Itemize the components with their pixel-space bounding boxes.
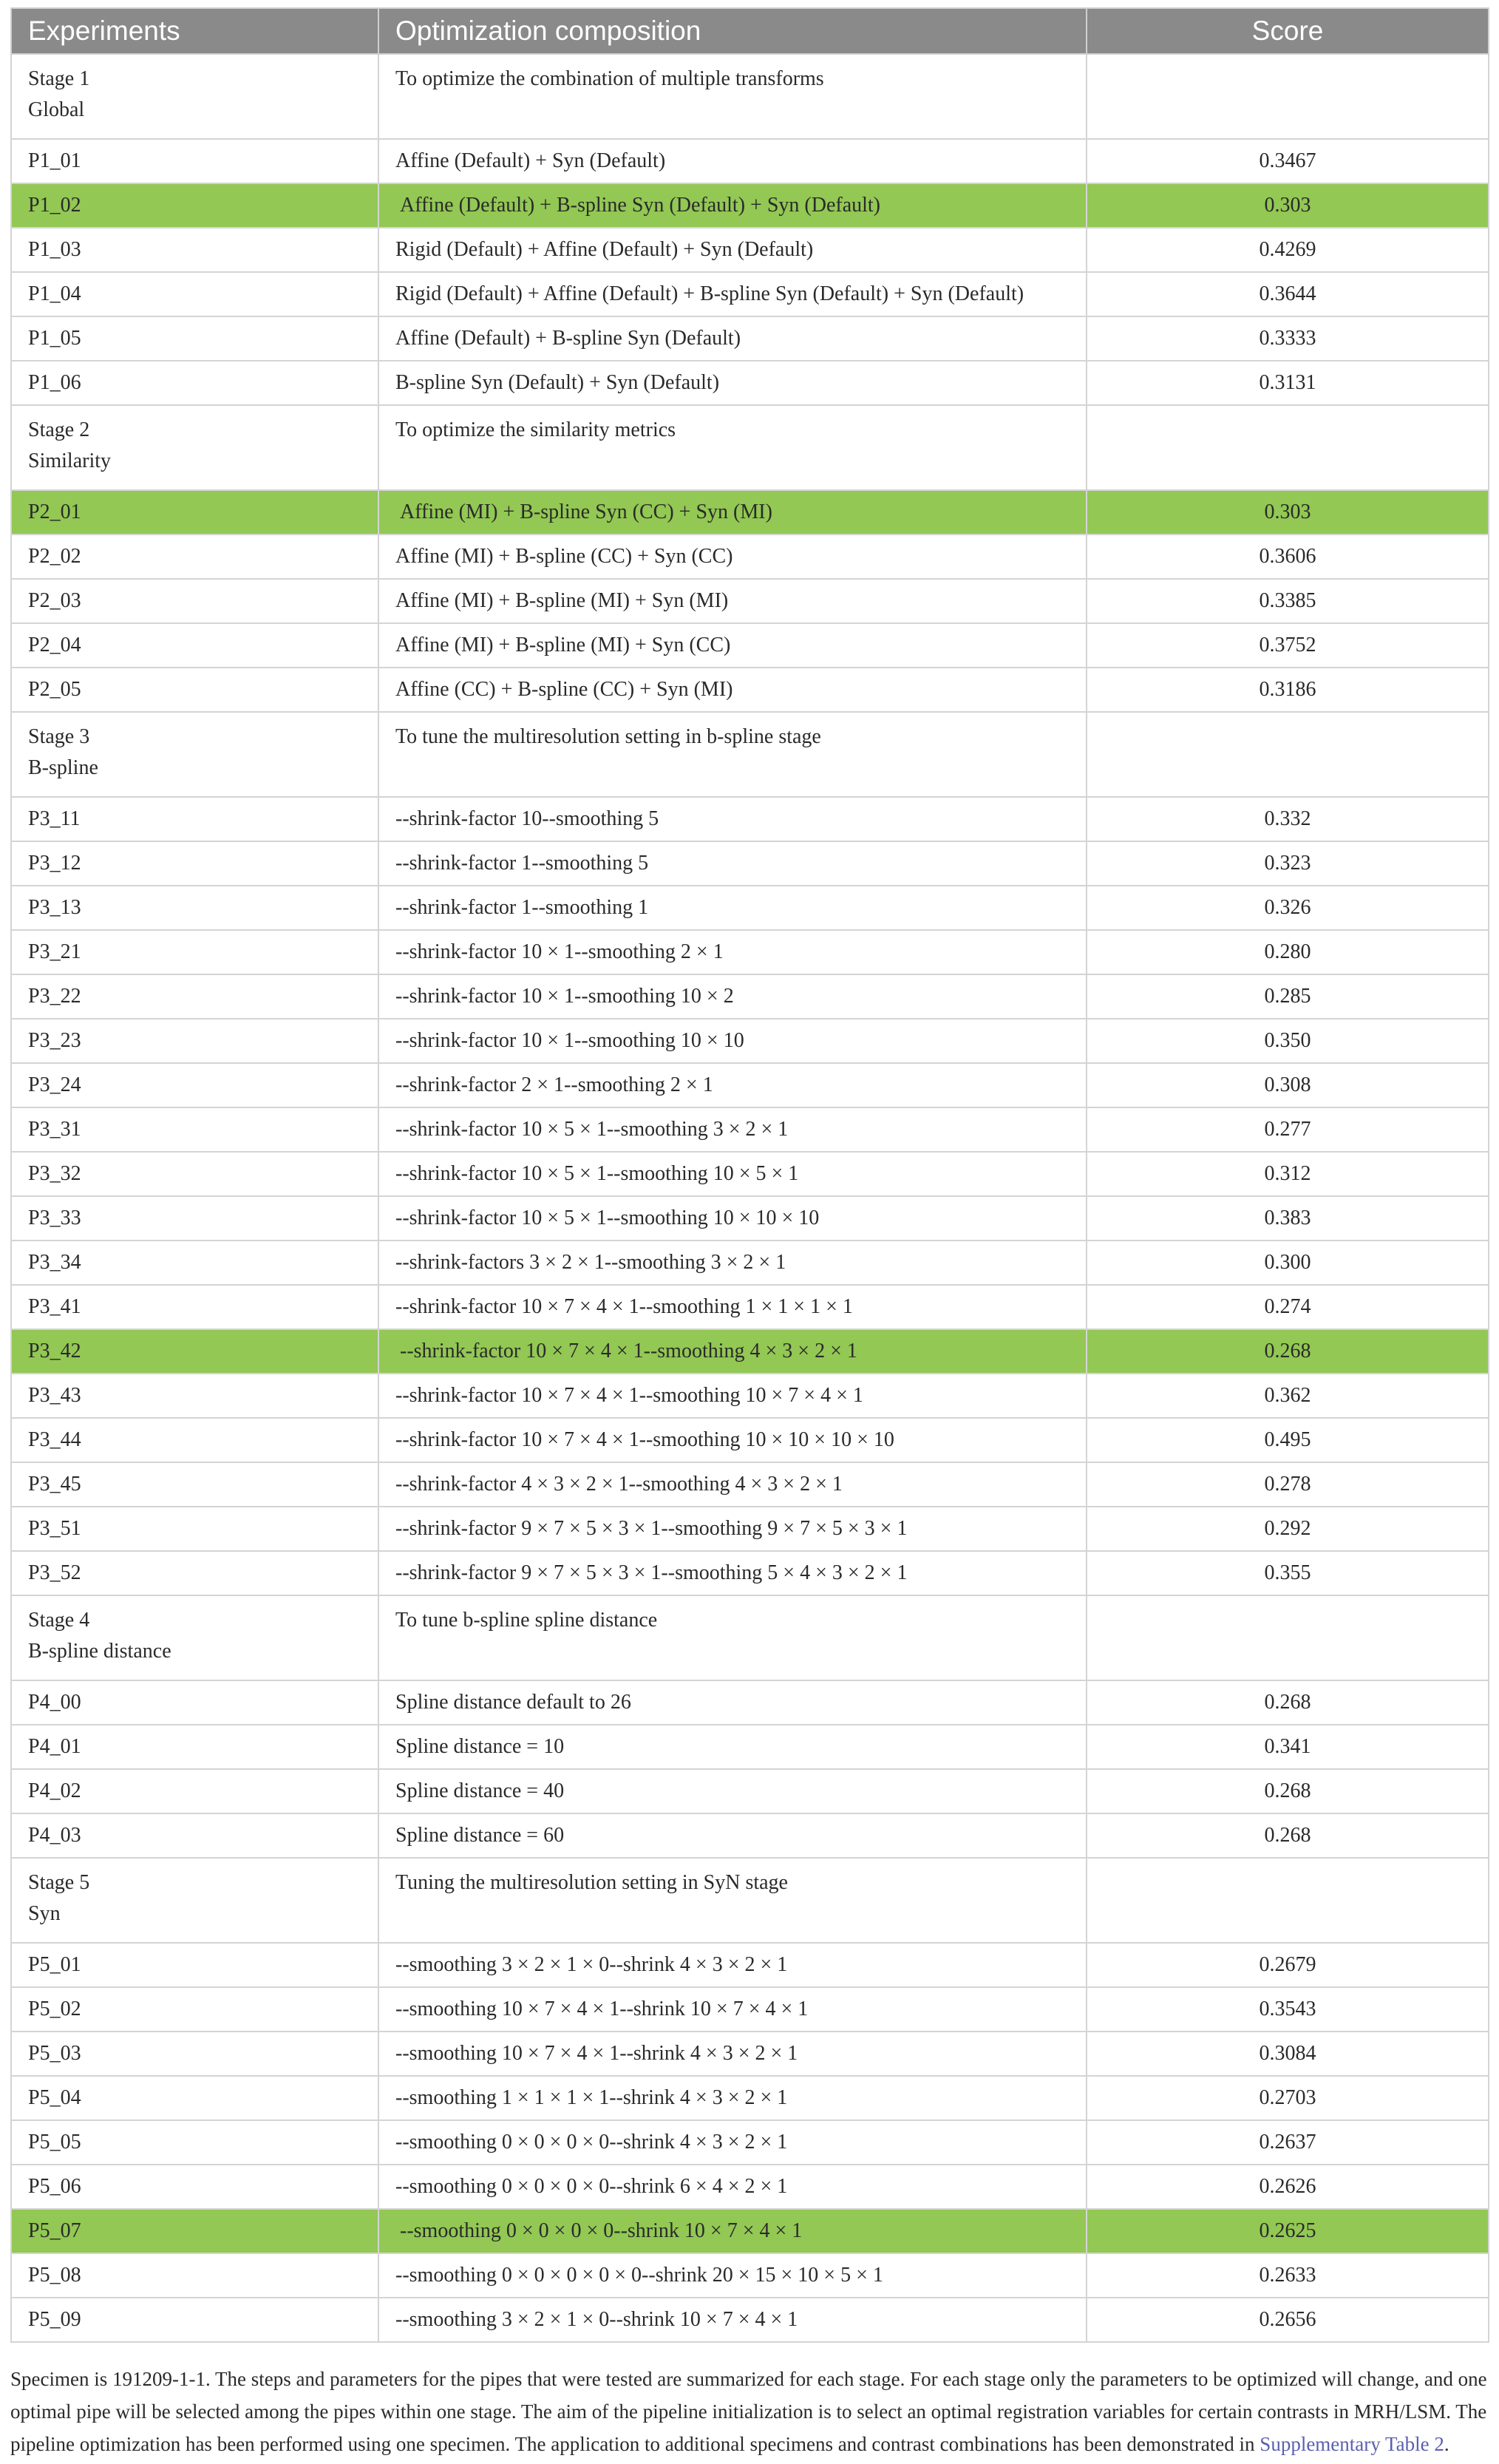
stage-number: Stage 2 <box>28 418 90 441</box>
table-row <box>11 1152 1489 1196</box>
experiment-id: P5_05 <box>11 2120 378 2165</box>
experiment-id: P3_21 <box>11 930 378 974</box>
experiment-id: P3_45 <box>11 1462 378 1507</box>
table-row <box>11 228 1489 272</box>
stage-label-cell <box>11 1858 378 1943</box>
stage-name: Global <box>28 98 85 121</box>
score-value: 0.268 <box>1087 1813 1489 1858</box>
optimization-composition: --shrink-factor 9 × 7 × 5 × 3 × 1--smoothing 5 × 4 × 3 × 2 × 1 <box>378 1551 1087 1595</box>
experiment-id: P3_12 <box>11 841 378 886</box>
optimization-composition: --shrink-factor 10 × 5 × 1--smoothing 10 × 10 × 10 <box>378 1196 1087 1241</box>
table-row <box>11 1107 1489 1152</box>
table-row <box>11 2032 1489 2076</box>
table-row <box>11 1063 1489 1107</box>
experiment-id: P1_06 <box>11 361 378 405</box>
optimization-composition: --smoothing 3 × 2 × 1 × 0--shrink 10 × 7 × 4 × 1 <box>378 2298 1087 2342</box>
footnote-end: . <box>1444 2433 1449 2455</box>
stage-number: Stage 3 <box>28 725 90 748</box>
score-value: 0.362 <box>1087 1374 1489 1418</box>
table-row <box>11 1507 1489 1551</box>
optimization-composition: --smoothing 0 × 0 × 0 × 0 × 0--shrink 20 × 15 × 10 × 5 × 1 <box>378 2253 1087 2298</box>
score-value: 0.2679 <box>1087 1943 1489 1987</box>
table-row <box>11 1019 1489 1063</box>
score-value: 0.300 <box>1087 1241 1489 1285</box>
stage-name: B-spline distance <box>28 1640 171 1663</box>
optimization-composition: --smoothing 3 × 2 × 1 × 0--shrink 4 × 3 × 2 × 1 <box>378 1943 1087 1987</box>
experiment-id: P3_43 <box>11 1374 378 1418</box>
experiment-id: P3_41 <box>11 1285 378 1329</box>
stage-name: Similarity <box>28 449 111 472</box>
score-value: 0.332 <box>1087 797 1489 841</box>
experiment-id: P5_09 <box>11 2298 378 2342</box>
optimization-composition: Affine (Default) + Syn (Default) <box>378 139 1087 183</box>
experiment-id: P3_32 <box>11 1152 378 1196</box>
score-value: 0.280 <box>1087 930 1489 974</box>
experiment-id: P3_22 <box>11 974 378 1019</box>
optimization-composition: --smoothing 10 × 7 × 4 × 1--shrink 10 × 7 × 4 × 1 <box>378 1987 1087 2032</box>
table-row <box>11 1196 1489 1241</box>
experiment-id: P5_07 <box>11 2209 378 2253</box>
score-value: 0.3186 <box>1087 668 1489 712</box>
stage-description: To tune b-spline spline distance <box>378 1595 1087 1680</box>
table-row <box>11 316 1489 361</box>
optimization-composition: --shrink-factor 9 × 7 × 5 × 3 × 1--smoothing 9 × 7 × 5 × 3 × 1 <box>378 1507 1087 1551</box>
optimization-composition: Affine (Default) + B-spline Syn (Default) <box>378 316 1087 361</box>
experiment-id: P3_23 <box>11 1019 378 1063</box>
optimization-composition: --smoothing 10 × 7 × 4 × 1--shrink 4 × 3 × 2 × 1 <box>378 2032 1087 2076</box>
stage-score-cell <box>1087 712 1489 797</box>
optimization-composition: --shrink-factor 1--smoothing 1 <box>378 886 1087 930</box>
experiment-id: P4_03 <box>11 1813 378 1858</box>
score-value: 0.308 <box>1087 1063 1489 1107</box>
score-value: 0.3752 <box>1087 623 1489 668</box>
experiment-id: P3_31 <box>11 1107 378 1152</box>
table-row <box>11 1725 1489 1769</box>
table-body <box>11 54 1489 2342</box>
table-row <box>11 272 1489 316</box>
table-row <box>11 886 1489 930</box>
supplementary-table-link[interactable]: Supplementary Table 2 <box>1260 2433 1444 2455</box>
experiment-id: P4_02 <box>11 1769 378 1813</box>
optimization-composition: Affine (MI) + B-spline Syn (CC) + Syn (MI) <box>378 490 1087 534</box>
optimization-composition: Spline distance = 40 <box>378 1769 1087 1813</box>
experiment-id: P2_04 <box>11 623 378 668</box>
table-row <box>11 361 1489 405</box>
experiment-id: P5_04 <box>11 2076 378 2120</box>
table-row <box>11 623 1489 668</box>
table-row <box>11 797 1489 841</box>
stage-number: Stage 4 <box>28 1609 90 1632</box>
score-value: 0.3606 <box>1087 534 1489 579</box>
optimization-composition: Affine (CC) + B-spline (CC) + Syn (MI) <box>378 668 1087 712</box>
experiment-id: P2_02 <box>11 534 378 579</box>
score-value: 0.292 <box>1087 1507 1489 1551</box>
table-row <box>11 534 1489 579</box>
experiment-id: P1_04 <box>11 272 378 316</box>
table-row <box>11 2298 1489 2342</box>
optimization-composition: Affine (Default) + B-spline Syn (Default) + Syn (Default) <box>378 183 1087 228</box>
score-value: 0.383 <box>1087 1196 1489 1241</box>
table-row <box>11 930 1489 974</box>
stage-row <box>11 1858 1489 1943</box>
optimization-composition: --smoothing 1 × 1 × 1 × 1--shrink 4 × 3 × 2 × 1 <box>378 2076 1087 2120</box>
score-value: 0.3084 <box>1087 2032 1489 2076</box>
stage-description: Tuning the multiresolution setting in SyN stage <box>378 1858 1087 1943</box>
stage-description: To optimize the similarity metrics <box>378 405 1087 490</box>
score-value: 0.285 <box>1087 974 1489 1019</box>
score-value: 0.323 <box>1087 841 1489 886</box>
score-value: 0.326 <box>1087 886 1489 930</box>
experiment-id: P1_05 <box>11 316 378 361</box>
optimization-composition: --shrink-factor 1--smoothing 5 <box>378 841 1087 886</box>
experiment-id: P3_51 <box>11 1507 378 1551</box>
optimization-composition: Rigid (Default) + Affine (Default) + Syn (Default) <box>378 228 1087 272</box>
optimization-composition: --shrink-factor 10 × 1--smoothing 10 × 10 <box>378 1019 1087 1063</box>
experiment-id: P3_24 <box>11 1063 378 1107</box>
table-row-selected <box>11 490 1489 534</box>
score-value: 0.303 <box>1087 490 1489 534</box>
stage-label-cell <box>11 54 378 139</box>
table-row <box>11 1680 1489 1725</box>
score-value: 0.268 <box>1087 1680 1489 1725</box>
stage-description: To tune the multiresolution setting in b-spline stage <box>378 712 1087 797</box>
optimization-composition: --shrink-factor 10 × 1--smoothing 10 × 2 <box>378 974 1087 1019</box>
optimization-composition: --shrink-factor 10 × 7 × 4 × 1--smoothing 4 × 3 × 2 × 1 <box>378 1329 1087 1374</box>
score-value: 0.268 <box>1087 1769 1489 1813</box>
experiment-id: P5_02 <box>11 1987 378 2032</box>
stage-row <box>11 712 1489 797</box>
experiment-id: P3_34 <box>11 1241 378 1285</box>
optimization-composition: Affine (MI) + B-spline (MI) + Syn (MI) <box>378 579 1087 623</box>
optimization-composition: --smoothing 0 × 0 × 0 × 0--shrink 10 × 7 × 4 × 1 <box>378 2209 1087 2253</box>
score-value: 0.2637 <box>1087 2120 1489 2165</box>
experiment-id: P2_03 <box>11 579 378 623</box>
stage-row <box>11 1595 1489 1680</box>
score-value: 0.277 <box>1087 1107 1489 1152</box>
table-header-row <box>11 8 1489 54</box>
table-row <box>11 1551 1489 1595</box>
table-row <box>11 1769 1489 1813</box>
optimization-composition: Spline distance = 60 <box>378 1813 1087 1858</box>
stage-score-cell <box>1087 54 1489 139</box>
score-value: 0.2656 <box>1087 2298 1489 2342</box>
footnote-text: Specimen is 191209-1-1. The steps and parameters for the pipes that were tested are summarized for each stage. For each stage only the parameters to be optimized will change, and one optimal pipe will be selected among the pipes within one stage. The aim of the pipeline initialization is to select an optimal registration variables for certain contrasts in MRH/LSM. The pipeline optimization has been performed using one specimen. The application to additional specimens and contrast combinations has been demonstrated in <box>10 2368 1487 2455</box>
stage-row <box>11 405 1489 490</box>
experiment-id: P1_01 <box>11 139 378 183</box>
header-composition: Optimization composition <box>378 8 1087 54</box>
score-value: 0.2626 <box>1087 2165 1489 2209</box>
experiment-id: P3_44 <box>11 1418 378 1462</box>
experiment-id: P2_05 <box>11 668 378 712</box>
score-value: 0.341 <box>1087 1725 1489 1769</box>
stage-name: B-spline <box>28 756 98 779</box>
table-row-selected <box>11 2209 1489 2253</box>
table-footnote <box>10 2363 1488 2460</box>
experiment-id: P5_01 <box>11 1943 378 1987</box>
optimization-composition: --shrink-factor 10--smoothing 5 <box>378 797 1087 841</box>
optimization-composition: Spline distance = 10 <box>378 1725 1087 1769</box>
table-row <box>11 2076 1489 2120</box>
table-row <box>11 1987 1489 2032</box>
score-value: 0.355 <box>1087 1551 1489 1595</box>
experiment-id: P3_52 <box>11 1551 378 1595</box>
experiment-id: P3_11 <box>11 797 378 841</box>
score-value: 0.3385 <box>1087 579 1489 623</box>
score-value: 0.278 <box>1087 1462 1489 1507</box>
optimization-composition: --shrink-factor 10 × 7 × 4 × 1--smoothing 1 × 1 × 1 × 1 <box>378 1285 1087 1329</box>
score-value: 0.3644 <box>1087 272 1489 316</box>
optimization-composition: --shrink-factors 3 × 2 × 1--smoothing 3 × 2 × 1 <box>378 1241 1087 1285</box>
score-value: 0.495 <box>1087 1418 1489 1462</box>
table-row <box>11 841 1489 886</box>
stage-label-cell <box>11 712 378 797</box>
experiment-id: P3_42 <box>11 1329 378 1374</box>
stage-description: To optimize the combination of multiple transforms <box>378 54 1087 139</box>
optimization-composition: B-spline Syn (Default) + Syn (Default) <box>378 361 1087 405</box>
header-experiments: Experiments <box>11 8 378 54</box>
score-value: 0.2703 <box>1087 2076 1489 2120</box>
results-table-container <box>10 7 1488 2343</box>
score-value: 0.274 <box>1087 1285 1489 1329</box>
score-value: 0.3131 <box>1087 361 1489 405</box>
table-row <box>11 2120 1489 2165</box>
optimization-composition: --shrink-factor 10 × 7 × 4 × 1--smoothing 10 × 7 × 4 × 1 <box>378 1374 1087 1418</box>
optimization-composition: --shrink-factor 10 × 7 × 4 × 1--smoothing 10 × 10 × 10 × 10 <box>378 1418 1087 1462</box>
experiment-id: P3_13 <box>11 886 378 930</box>
table-row <box>11 974 1489 1019</box>
experiment-id: P1_03 <box>11 228 378 272</box>
experiment-id: P4_00 <box>11 1680 378 1725</box>
optimization-composition: Spline distance default to 26 <box>378 1680 1087 1725</box>
table-row <box>11 1241 1489 1285</box>
score-value: 0.3333 <box>1087 316 1489 361</box>
score-value: 0.268 <box>1087 1329 1489 1374</box>
score-value: 0.4269 <box>1087 228 1489 272</box>
stage-number: Stage 5 <box>28 1871 90 1894</box>
optimization-composition: --shrink-factor 10 × 5 × 1--smoothing 10 × 5 × 1 <box>378 1152 1087 1196</box>
score-value: 0.2625 <box>1087 2209 1489 2253</box>
stage-score-cell <box>1087 1595 1489 1680</box>
optimization-composition: --shrink-factor 2 × 1--smoothing 2 × 1 <box>378 1063 1087 1107</box>
table-row <box>11 579 1489 623</box>
experiment-id: P5_08 <box>11 2253 378 2298</box>
stage-number: Stage 1 <box>28 67 90 90</box>
score-value: 0.2633 <box>1087 2253 1489 2298</box>
table-row <box>11 2165 1489 2209</box>
experiment-id: P4_01 <box>11 1725 378 1769</box>
table-row <box>11 1813 1489 1858</box>
score-value: 0.3467 <box>1087 139 1489 183</box>
table-row <box>11 139 1489 183</box>
optimization-composition: Affine (MI) + B-spline (MI) + Syn (CC) <box>378 623 1087 668</box>
experiment-id: P3_33 <box>11 1196 378 1241</box>
table-row <box>11 1418 1489 1462</box>
table-row-selected <box>11 1329 1489 1374</box>
optimization-composition: --shrink-factor 10 × 1--smoothing 2 × 1 <box>378 930 1087 974</box>
optimization-composition: --shrink-factor 4 × 3 × 2 × 1--smoothing 4 × 3 × 2 × 1 <box>378 1462 1087 1507</box>
table-row-selected <box>11 183 1489 228</box>
experiment-id: P5_06 <box>11 2165 378 2209</box>
score-value: 0.303 <box>1087 183 1489 228</box>
table-row <box>11 1943 1489 1987</box>
experiment-id: P2_01 <box>11 490 378 534</box>
stage-row <box>11 54 1489 139</box>
optimization-composition: --smoothing 0 × 0 × 0 × 0--shrink 4 × 3 × 2 × 1 <box>378 2120 1087 2165</box>
table-row <box>11 2253 1489 2298</box>
stage-label-cell <box>11 1595 378 1680</box>
results-table <box>10 7 1489 2343</box>
optimization-composition: Rigid (Default) + Affine (Default) + B-spline Syn (Default) + Syn (Default) <box>378 272 1087 316</box>
optimization-composition: --smoothing 0 × 0 × 0 × 0--shrink 6 × 4 × 2 × 1 <box>378 2165 1087 2209</box>
stage-label-cell <box>11 405 378 490</box>
table-row <box>11 1285 1489 1329</box>
header-score: Score <box>1087 8 1489 54</box>
experiment-id: P1_02 <box>11 183 378 228</box>
score-value: 0.312 <box>1087 1152 1489 1196</box>
stage-score-cell <box>1087 405 1489 490</box>
table-row <box>11 1374 1489 1418</box>
optimization-composition: Affine (MI) + B-spline (CC) + Syn (CC) <box>378 534 1087 579</box>
table-row <box>11 1462 1489 1507</box>
stage-name: Syn <box>28 1902 61 1925</box>
score-value: 0.350 <box>1087 1019 1489 1063</box>
stage-score-cell <box>1087 1858 1489 1943</box>
optimization-composition: --shrink-factor 10 × 5 × 1--smoothing 3 × 2 × 1 <box>378 1107 1087 1152</box>
experiment-id: P5_03 <box>11 2032 378 2076</box>
score-value: 0.3543 <box>1087 1987 1489 2032</box>
table-row <box>11 668 1489 712</box>
